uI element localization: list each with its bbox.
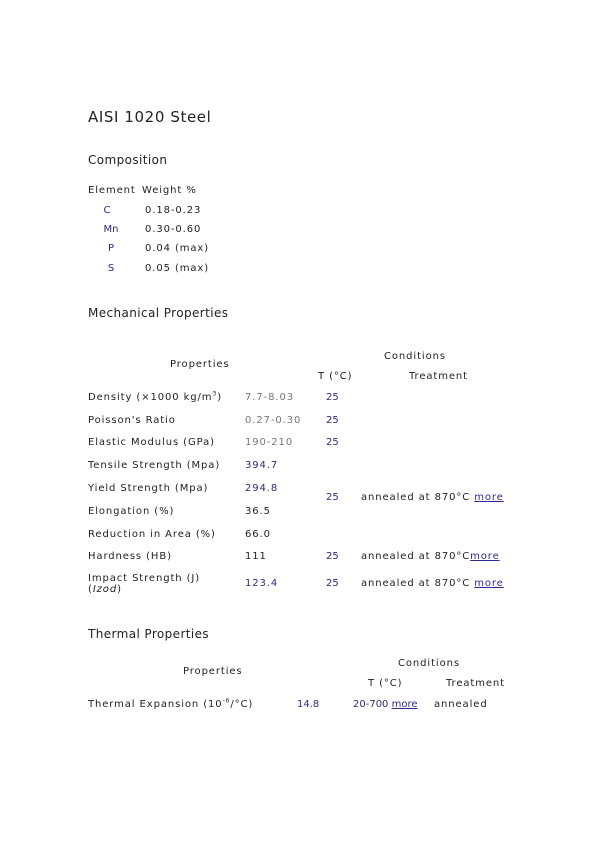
property-temp: 25 [326,392,339,403]
property-treatment: annealed [434,699,488,710]
property-treatment: annealed at 870°C more [361,492,504,503]
more-link[interactable]: more [470,551,500,562]
property-temp: 25 [326,551,339,562]
composition-weight: 0.05 (max) [145,263,210,274]
property-temp: 25 [326,415,339,426]
property-value: 66.0 [245,529,271,540]
more-link[interactable]: more [474,492,504,503]
property-value: 7.7-8.03 [245,392,294,403]
col-header-properties: Properties [170,359,230,370]
property-treatment: annealed at 870°C more [361,578,504,589]
property-temp: 25 [326,437,339,448]
property-label: Tensile Strength (Mpa) [88,460,221,471]
property-value: 14.8 [297,699,320,710]
col-header-properties: Properties [183,666,243,677]
property-value: 111 [245,551,267,562]
property-label: Density (×1000 $kg/m^3$) [88,390,222,403]
property-value: 394.7 [245,460,279,471]
property-treatment: annealed at 870°Cmore [361,551,500,562]
composition-element: C [103,205,111,216]
col-header-treatment: Treatment [446,678,505,689]
property-value: 0.27-0.30 [245,415,302,426]
composition-element: S [107,263,115,274]
composition-weight: 0.30-0.60 [145,224,202,235]
property-label: Impact Strength (J) (Izod) [88,573,201,595]
property-label: Thermal Expansion $(10^{-6}/^\circ C)$ [88,697,254,710]
composition-heading: Composition [88,153,168,167]
composition-element: P [107,243,115,254]
property-label: Elongation (%) [88,506,175,517]
mechanical-heading: Mechanical Properties [88,306,229,320]
property-temp: 25 [326,492,339,503]
property-label: Reduction in Area (%) [88,529,216,540]
property-temp: 25 [326,578,339,589]
more-link[interactable]: more [474,578,504,589]
composition-weight: 0.18-0.23 [145,205,202,216]
property-label: Hardness (HB) [88,551,172,562]
property-value: 123.4 [245,578,279,589]
property-label: Poisson's Ratio [88,415,176,426]
composition-weight: 0.04 (max) [145,243,210,254]
property-label: Elastic Modulus (GPa) [88,437,215,448]
property-value: 190-210 [245,437,294,448]
col-header-treatment: Treatment [409,371,468,382]
col-header-conditions: Conditions [398,658,460,669]
composition-element: Mn [103,224,119,235]
col-header-temp: T (°C) [318,371,353,382]
page-title: AISI 1020 Steel [88,108,212,126]
col-header-weight: Weight % [142,185,197,196]
more-link[interactable]: more [391,699,418,710]
col-header-conditions: Conditions [384,351,446,362]
property-value: 294.8 [245,483,279,494]
col-header-temp: T (°C) [368,678,403,689]
col-header-element: Element [88,185,136,196]
property-value: 36.5 [245,506,271,517]
thermal-heading: Thermal Properties [88,627,210,641]
property-label: Yield Strength (Mpa) [88,483,209,494]
property-temp: 20-700 more [353,699,418,710]
